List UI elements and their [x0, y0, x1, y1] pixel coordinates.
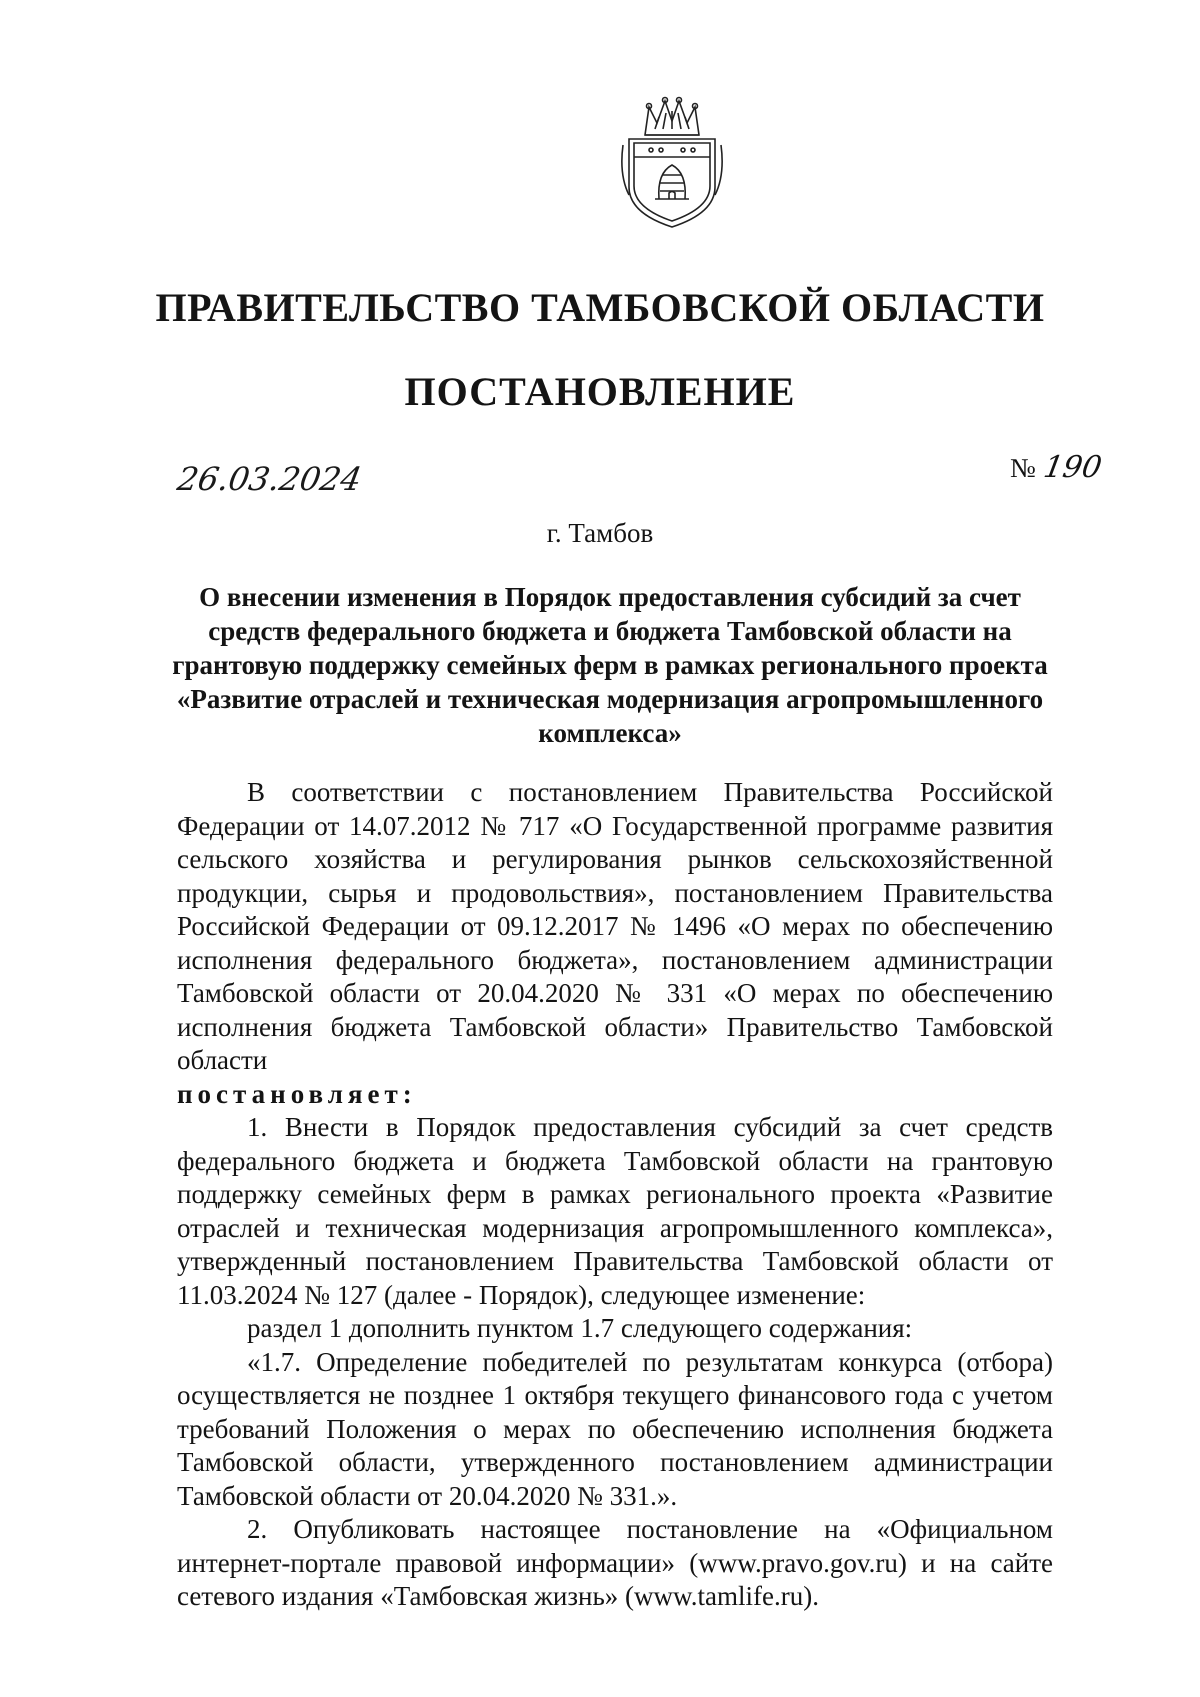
preamble-text: В соответствии с постановлением Правительства Российской Федерации от 14.07.2012 № 717 «О Государственной программе развития сельского хозяйства и регулирования рынков сельскохозяйственной продукции, сырья и продовольствия», постановлением Правительства Российской Федерации от 09.12.2017 № 1496 «О мерах по обеспечению исполнения федерального бюджета», постановлением администрации Тамбовской области от 20.04.2020 № 331 «О мерах по обеспечению исполнения бюджета Тамбовской области» Правительство Тамбовской области — [177, 777, 1053, 1075]
item-1-quote-paragraph: «1.7. Определение победителей по результатам конкурса (отбора) осуществляется не позднее 1 октября текущего финансового года с учетом требований Положения о мерах по обеспечению исполнения бюджета Тамбовской области, утвержденного постановлением администрации Тамбовской области от 20.04.2020 № 331.». — [177, 1346, 1053, 1511]
item-2-paragraph: 2. Опубликовать настоящее постановление на «Официальном интернет-портале правовой информации» (www.pravo.gov.ru) и на сайте сетевого издания «Тамбовская жизнь» (www.tamlife.ru). — [177, 1514, 1053, 1611]
document-date: 26.03.2024 — [174, 460, 365, 498]
document-subject: О внесении изменения в Порядок предоставления субсидий за счет средств федерального бюджета и бюджета Тамбовской области на грантовую поддержку семейных ферм в рамках регионального проекта «Развитие отраслей и техническая модернизация агропромышленного комплекса» — [172, 582, 1048, 748]
government-title: ПРАВИТЕЛЬСТВО ТАМБОВСКОЙ ОБЛАСТИ — [155, 285, 1045, 330]
resolves-word: постановляет: — [177, 1078, 417, 1109]
city-line: г. Тамбов — [546, 518, 654, 548]
number-value: 190 — [1040, 450, 1105, 485]
document-number — [1010, 450, 1105, 485]
preamble-paragraph — [177, 776, 1053, 1078]
document-body — [177, 776, 1053, 1614]
item-1-sub-paragraph: раздел 1 дополнить пунктом 1.7 следующего содержания: — [247, 1313, 913, 1343]
coat-of-arms-icon — [615, 95, 730, 230]
document-type-heading: ПОСТАНОВЛЕНИЕ — [404, 369, 796, 414]
number-label: № — [1010, 453, 1036, 483]
item-1-paragraph: 1. Внести в Порядок предоставления субсидий за счет средств федерального бюджета и бюджета Тамбовской области на грантовую поддержку семейных ферм в рамках регионального проекта «Развитие отраслей и техническая модернизация агропромышленного комплекса», утвержденный постановлением Правительства Тамбовской области от 11.03.2024 № 127 (далее - Порядок), следующее изменение: — [177, 1112, 1053, 1310]
resolves-paragraph — [177, 1078, 1053, 1112]
